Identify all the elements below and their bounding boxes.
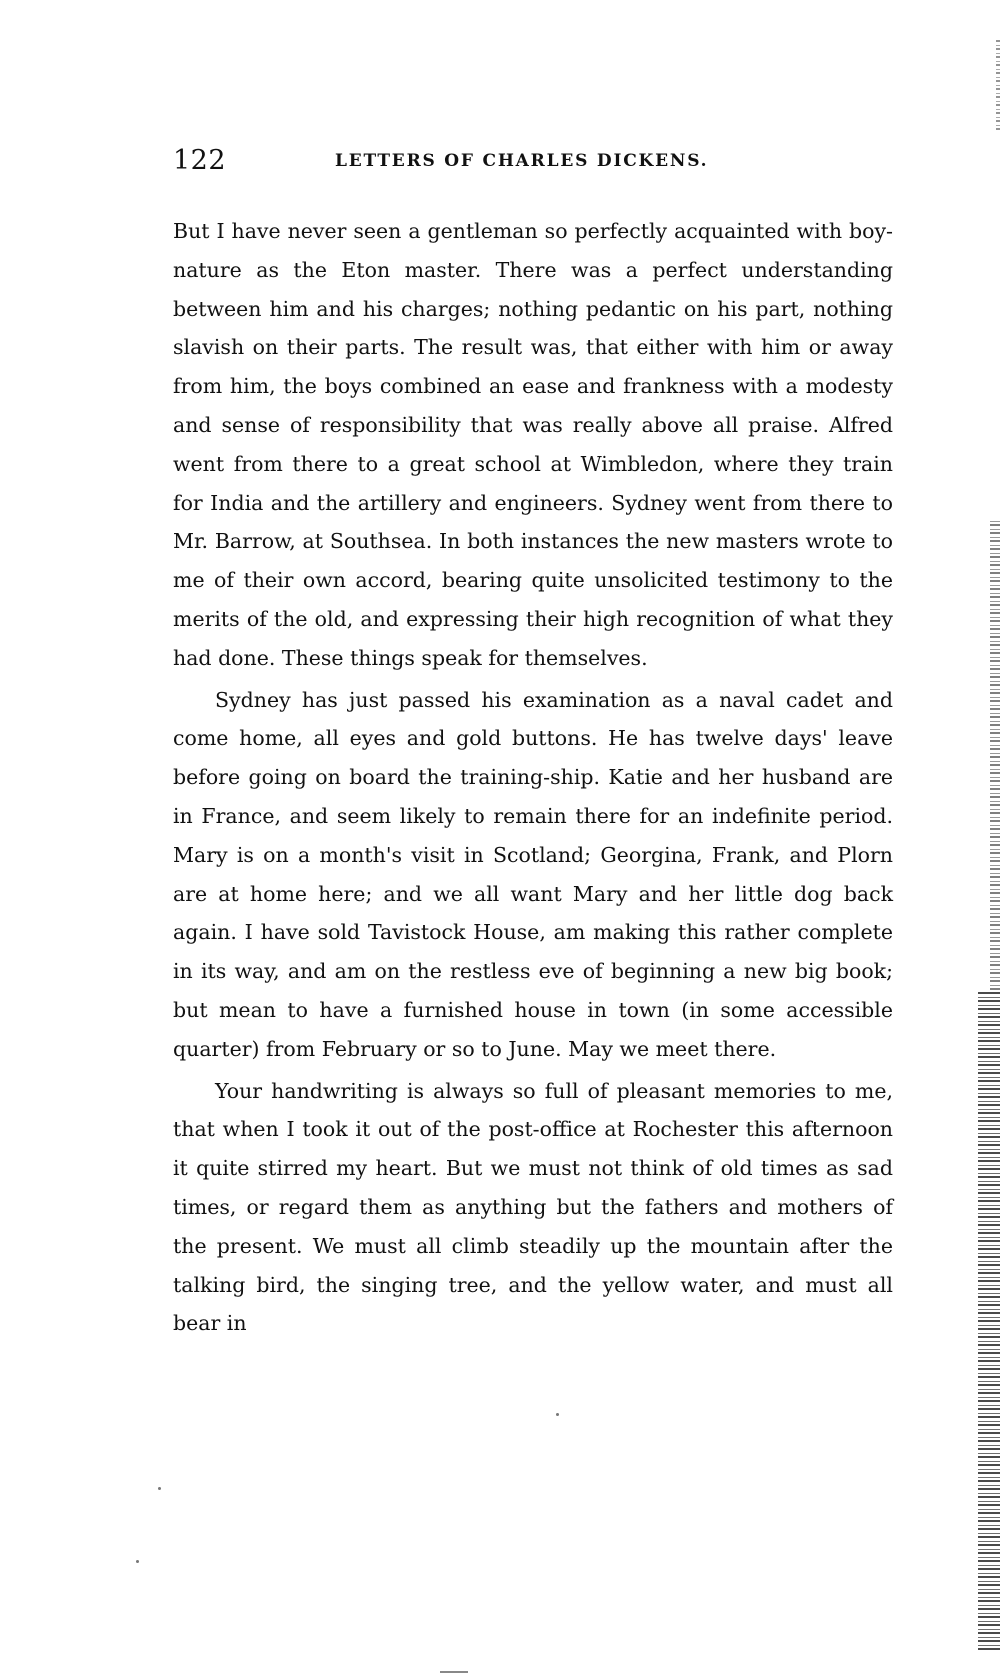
scan-speck xyxy=(556,1413,559,1416)
paragraph-2: Sydney has just passed his examination as a naval cadet and come home, all eyes and gold buttons. He has twelve days' leave before going on board the training-ship. Katie and her husband are in France, and seem likely to remain there for an indefinite period. Mary is on a month's visit in Scotland; Georgina, Frank, and Plorn are at home here; and we all want Mary and her little dog back again. I have sold Tavistock House, am making this rather complete in its way, and am on the restless eve of beginning a new big book; but mean to have a furnished house in town (in some accessible quarter) from February or so to June. May we meet there. xyxy=(173,687,893,1061)
page-header xyxy=(173,145,893,181)
page-edge-shadow-top xyxy=(996,40,1000,130)
page-edge-shadow-middle xyxy=(990,520,1000,990)
paragraph-1: But I have never seen a gentleman so perfectly acquainted with boy-nature as the Eton master. There was a perfect understanding between him and his charges; nothing pedantic on his part, nothing slavish on their parts. The result was, that either with him or away from him, the boys combined an ease and frankness with a modesty and sense of responsibility that was really above all praise. Alfred went from there to a great school at Wimbledon, where they train for India and the artillery and engineers. Sydney went from there to Mr. Barrow, at Southsea. In both instances the new masters wrote to me of their own accord, bearing quite unsolicited testimony to the merits of the old, and expressing their high recognition of what they had done. These things speak for themselves. xyxy=(173,219,893,670)
page-number: 122 xyxy=(173,145,227,176)
scan-speck xyxy=(440,1671,468,1673)
scan-speck xyxy=(158,1487,161,1490)
paragraph-3: Your handwriting is always so full of pleasant memories to me, that when I took it out of the post-office at Rochester this afternoon it quite stirred my heart. But we must not think of old times as sad times, or regard them as anything but the fathers and mothers of the present. We must all climb steadily up the mountain after the talking bird, the singing tree, and the yellow water, and must all bear in xyxy=(173,1078,893,1336)
scan-speck xyxy=(136,1560,139,1563)
body-text xyxy=(173,212,893,1346)
running-title: LETTERS OF CHARLES DICKENS. xyxy=(335,151,709,171)
page-edge-shadow-bottom xyxy=(978,990,1000,1650)
